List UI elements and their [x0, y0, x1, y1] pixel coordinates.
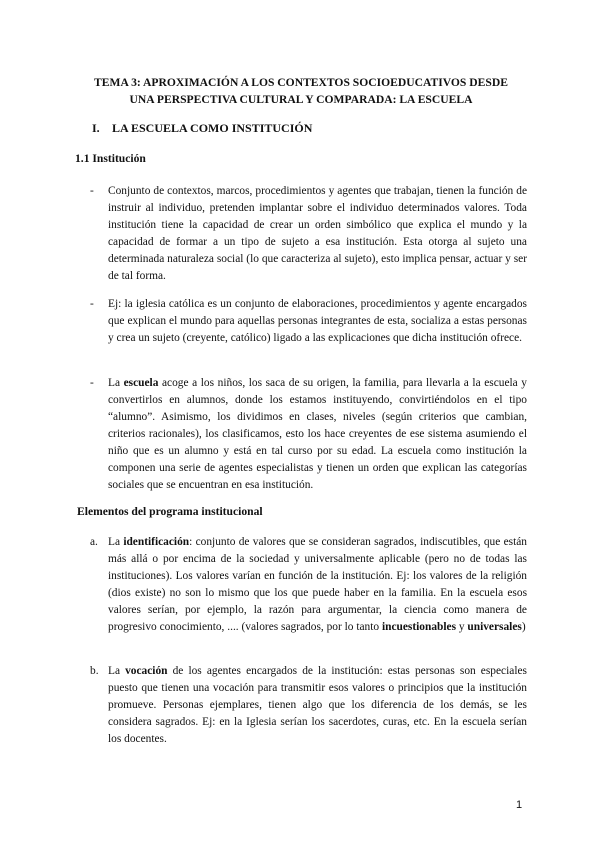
bullet-item: [90, 375, 527, 494]
text-run: de los agentes encargados de la institución: estas personas son especiales puesto que tienen una vocación para transmitir esos valores o principios que la institución promueve. Personas ejemplares, tienen algo que los diferencia de los demás, se les considera sagrados. Ej: en la Iglesia serían los sacerdotes, curas, etc. En la escuela serían los docentes.: [108, 665, 527, 745]
bullet-item: [90, 183, 527, 285]
list-item: [90, 663, 527, 748]
bullet-text: [108, 375, 527, 494]
title-line-2: UNA PERSPECTIVA CULTURAL Y COMPARADA: LA ESCUELA: [129, 93, 473, 106]
list-item-text: [108, 663, 527, 748]
list-item: [90, 534, 527, 636]
section-heading: [92, 120, 312, 137]
text-run: La: [108, 536, 124, 548]
bullet-marker: -: [90, 185, 94, 197]
page-title: [76, 74, 526, 108]
bullet-item: [90, 296, 527, 347]
text-run: La: [108, 377, 124, 389]
bullet-text: Ej: la iglesia católica es un conjunto de elaboraciones, procedimientos y agente encargados que explican el mundo para aquellas personas integrantes de esta, socializa a estas personas y crea un sujeto (creyente, católico) ligado a las explicaciones que dicha institución ofrece.: [108, 298, 527, 344]
bold-term-universales: universales: [467, 621, 522, 633]
page-number: 1: [516, 799, 523, 811]
bullet-marker: -: [90, 377, 94, 389]
bullet-text: Conjunto de contextos, marcos, procedimientos y agentes que trabajan, tienen la función de instruir al individuo, pretenden implantar sobre el individuo determinados valores. Toda institución tiene la capacidad de crear un orden simbólico que explica el mundo y la capacidad de formar a un tipo de sujeto a esa institución. Esta otorga al sujeto una determinada naturaleza social (lo que caracteriza al sujeto), esto implica pensar, actuar y ser de tal forma.: [108, 185, 527, 282]
list-marker: a.: [90, 536, 98, 548]
bullet-marker: -: [90, 298, 94, 310]
text-run: acoge a los niños, los saca de su origen, la familia, para llevarla a la escuela y convertirlos en alumnos, donde los estamos instituyendo, convirtiéndolos en el tipo “alumno”. Asimismo, los dividimos en clases, niveles (según criterios que cambian, criterios racionales), los clasificamos, esto los hace creyentes de ese sistema asumiendo el niño que es un alumno y está en tal curso por su edad. La escuela como institución la componen una serie de agentes especialistas y tienen un orden que explican las categorías sociales que se encuentran en esa institución.: [108, 377, 527, 491]
text-run: ): [521, 621, 526, 633]
title-line-1: TEMA 3: APROXIMACIÓN A LOS CONTEXTOS SOCIOEDUCATIVOS DESDE: [94, 76, 508, 89]
list-marker: b.: [90, 665, 99, 677]
section-number: I.: [92, 121, 100, 135]
bold-term-escuela: escuela: [123, 377, 159, 389]
subsection-heading: 1.1 Institución: [75, 152, 146, 165]
list-item-text: [108, 534, 527, 636]
elements-heading: Elementos del programa institucional: [77, 505, 263, 518]
text-run: La: [108, 665, 126, 677]
text-run: y: [456, 621, 468, 633]
section-heading-text: LA ESCUELA COMO INSTITUCIÓN: [112, 121, 313, 135]
bold-term-vocacion: vocación: [125, 665, 168, 677]
bold-term-identificacion: identificación: [123, 536, 190, 548]
bold-term-incuestionables: incuestionables: [381, 621, 457, 633]
text-run: : conjunto de valores que se consideran sagrados, indiscutibles, que están más allá o por encima de la sociedad y universalmente aplicable (pero no de todas las instituciones). Los valores varían en función de la institución. Ej: los valores de la religión (dios existe) no son lo mismo que los que puede haber en la familia. En la escuela esos valores serían, por ejemplo, la razón para argumentar, la ciencia como manera de progresivo conocimiento, .... (valores sagrados, por lo tanto: [108, 536, 527, 633]
